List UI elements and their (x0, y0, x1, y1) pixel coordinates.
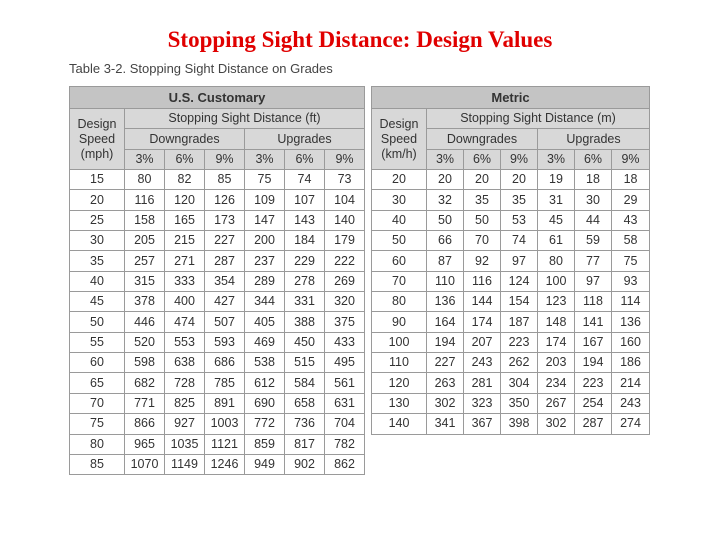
distance-cell: 1070 (125, 454, 165, 474)
distance-cell: 354 (205, 271, 245, 291)
table-row (372, 414, 650, 434)
downgrades-header: Downgrades (125, 129, 245, 149)
grade-header-cell: 3% (427, 149, 464, 169)
distance-cell: 495 (325, 353, 365, 373)
distance-cell: 73 (325, 170, 365, 190)
distance-cell: 287 (205, 251, 245, 271)
downgrades-header: Downgrades (427, 129, 538, 149)
speed-cell: 20 (70, 190, 125, 210)
distance-cell: 116 (464, 271, 501, 291)
grade-header-cell: 3% (125, 149, 165, 169)
distance-cell: 75 (245, 170, 285, 190)
distance-cell: 160 (612, 332, 650, 352)
table-row (70, 393, 365, 413)
distance-cell: 53 (501, 210, 538, 230)
grade-header-cell: 6% (165, 149, 205, 169)
distance-cell: 690 (245, 393, 285, 413)
distance-cell: 116 (125, 190, 165, 210)
distance-cell: 18 (575, 170, 612, 190)
distance-cell: 174 (464, 312, 501, 332)
speed-cell: 60 (372, 251, 427, 271)
distance-cell: 80 (538, 251, 575, 271)
distance-cell: 323 (464, 393, 501, 413)
speed-cell: 55 (70, 332, 125, 352)
table-row (372, 271, 650, 291)
distance-cell: 227 (205, 231, 245, 251)
distance-cell: 263 (427, 373, 464, 393)
table-row (70, 292, 365, 312)
speed-cell: 120 (372, 373, 427, 393)
distance-cell: 87 (427, 251, 464, 271)
ssd-header: Stopping Sight Distance (ft) (125, 109, 365, 129)
speed-cell: 45 (70, 292, 125, 312)
distance-cell: 205 (125, 231, 165, 251)
speed-cell: 35 (70, 251, 125, 271)
distance-cell: 148 (538, 312, 575, 332)
distance-cell: 136 (427, 292, 464, 312)
distance-cell: 141 (575, 312, 612, 332)
distance-cell: 140 (325, 210, 365, 230)
distance-cell: 433 (325, 332, 365, 352)
distance-cell: 237 (245, 251, 285, 271)
speed-cell: 60 (70, 353, 125, 373)
distance-cell: 315 (125, 271, 165, 291)
speed-cell: 50 (372, 231, 427, 251)
distance-cell: 59 (575, 231, 612, 251)
distance-cell: 333 (165, 271, 205, 291)
table-row (372, 251, 650, 271)
grade-header-cell: 3% (245, 149, 285, 169)
upgrades-header: Upgrades (245, 129, 365, 149)
distance-cell: 331 (285, 292, 325, 312)
distance-cell: 143 (285, 210, 325, 230)
distance-cell: 164 (427, 312, 464, 332)
distance-cell: 136 (612, 312, 650, 332)
distance-cell: 61 (538, 231, 575, 251)
distance-cell: 302 (538, 414, 575, 434)
distance-cell: 186 (612, 353, 650, 373)
table-row (70, 170, 365, 190)
grade-header-cell: 9% (612, 149, 650, 169)
distance-cell: 1035 (165, 434, 205, 454)
distance-cell: 82 (165, 170, 205, 190)
table-row (372, 292, 650, 312)
distance-cell: 785 (205, 373, 245, 393)
speed-cell: 70 (372, 271, 427, 291)
table-row (372, 190, 650, 210)
table-row (70, 271, 365, 291)
distance-cell: 165 (165, 210, 205, 230)
distance-cell: 772 (245, 414, 285, 434)
speed-cell: 30 (70, 231, 125, 251)
distance-cell: 19 (538, 170, 575, 190)
grade-header-cell: 6% (464, 149, 501, 169)
speed-cell: 65 (70, 373, 125, 393)
distance-cell: 450 (285, 332, 325, 352)
speed-cell: 90 (372, 312, 427, 332)
table-row (372, 393, 650, 413)
distance-cell: 124 (501, 271, 538, 291)
table-row (70, 454, 365, 474)
distance-cell: 367 (464, 414, 501, 434)
distance-cell: 20 (464, 170, 501, 190)
us-customary-header: U.S. Customary (70, 87, 365, 109)
speed-cell: 50 (70, 312, 125, 332)
distance-cell: 214 (612, 373, 650, 393)
speed-cell: 80 (372, 292, 427, 312)
design-speed-header: Design Speed (mph) (70, 109, 125, 170)
metric-data-rows (372, 170, 650, 434)
distance-cell: 782 (325, 434, 365, 454)
distance-cell: 207 (464, 332, 501, 352)
distance-cell: 598 (125, 353, 165, 373)
distance-cell: 902 (285, 454, 325, 474)
speed-cell: 20 (372, 170, 427, 190)
grade-header-cell: 3% (538, 149, 575, 169)
distance-cell: 100 (538, 271, 575, 291)
distance-cell: 350 (501, 393, 538, 413)
distance-cell: 126 (205, 190, 245, 210)
grade-header-cell: 6% (575, 149, 612, 169)
distance-cell: 427 (205, 292, 245, 312)
distance-cell: 35 (464, 190, 501, 210)
distance-cell: 927 (165, 414, 205, 434)
slide-title: Stopping Sight Distance: Design Values (167, 27, 553, 52)
distance-cell: 158 (125, 210, 165, 230)
speed-cell: 130 (372, 393, 427, 413)
distance-cell: 398 (501, 414, 538, 434)
speed-cell: 100 (372, 332, 427, 352)
distance-cell: 50 (427, 210, 464, 230)
distance-cell: 682 (125, 373, 165, 393)
distance-cell: 771 (125, 393, 165, 413)
distance-cell: 1246 (205, 454, 245, 474)
distance-cell: 66 (427, 231, 464, 251)
distance-cell: 97 (575, 271, 612, 291)
distance-cell: 686 (205, 353, 245, 373)
table-row (372, 332, 650, 352)
table-row (70, 332, 365, 352)
distance-cell: 965 (125, 434, 165, 454)
distance-cell: 50 (464, 210, 501, 230)
upgrades-header: Upgrades (538, 129, 650, 149)
distance-cell: 704 (325, 414, 365, 434)
distance-cell: 77 (575, 251, 612, 271)
distance-cell: 469 (245, 332, 285, 352)
distance-cell: 107 (285, 190, 325, 210)
speed-cell: 40 (70, 271, 125, 291)
distance-cell: 289 (245, 271, 285, 291)
distance-cell: 92 (464, 251, 501, 271)
distance-cell: 507 (205, 312, 245, 332)
distance-cell: 203 (538, 353, 575, 373)
distance-cell: 375 (325, 312, 365, 332)
distance-cell: 891 (205, 393, 245, 413)
distance-cell: 862 (325, 454, 365, 474)
distance-cell: 215 (165, 231, 205, 251)
table-row (70, 312, 365, 332)
distance-cell: 173 (205, 210, 245, 230)
distance-cell: 446 (125, 312, 165, 332)
distance-cell: 45 (538, 210, 575, 230)
distance-cell: 97 (501, 251, 538, 271)
distance-cell: 20 (427, 170, 464, 190)
speed-cell: 30 (372, 190, 427, 210)
table-row (70, 190, 365, 210)
distance-cell: 254 (575, 393, 612, 413)
distance-cell: 74 (501, 231, 538, 251)
grade-header-cell: 9% (325, 149, 365, 169)
distance-cell: 147 (245, 210, 285, 230)
distance-cell: 200 (245, 231, 285, 251)
distance-cell: 612 (245, 373, 285, 393)
table-row (70, 353, 365, 373)
table-row (372, 373, 650, 393)
distance-cell: 44 (575, 210, 612, 230)
distance-cell: 658 (285, 393, 325, 413)
distance-cell: 400 (165, 292, 205, 312)
distance-cell: 302 (427, 393, 464, 413)
distance-cell: 271 (165, 251, 205, 271)
distance-cell: 287 (575, 414, 612, 434)
distance-cell: 859 (245, 434, 285, 454)
distance-cell: 728 (165, 373, 205, 393)
table-row (70, 434, 365, 454)
distance-cell: 515 (285, 353, 325, 373)
design-speed-header: Design Speed (km/h) (372, 109, 427, 170)
distance-cell: 1149 (165, 454, 205, 474)
distance-cell: 18 (612, 170, 650, 190)
distance-cell: 631 (325, 393, 365, 413)
distance-cell: 520 (125, 332, 165, 352)
distance-cell: 35 (501, 190, 538, 210)
distance-cell: 341 (427, 414, 464, 434)
table-row (70, 373, 365, 393)
distance-cell: 31 (538, 190, 575, 210)
table-row (70, 251, 365, 271)
distance-cell: 269 (325, 271, 365, 291)
table-row (372, 231, 650, 251)
distance-cell: 243 (612, 393, 650, 413)
grade-header-cell: 9% (501, 149, 538, 169)
distance-cell: 949 (245, 454, 285, 474)
distance-cell: 20 (501, 170, 538, 190)
speed-cell: 70 (70, 393, 125, 413)
distance-cell: 154 (501, 292, 538, 312)
distance-cell: 234 (538, 373, 575, 393)
distance-cell: 70 (464, 231, 501, 251)
distance-cell: 344 (245, 292, 285, 312)
distance-cell: 278 (285, 271, 325, 291)
table-row (372, 353, 650, 373)
grade-header-cell: 9% (205, 149, 245, 169)
speed-cell: 75 (70, 414, 125, 434)
distance-cell: 110 (427, 271, 464, 291)
distance-cell: 194 (427, 332, 464, 352)
metric-header: Metric (372, 87, 650, 109)
distance-cell: 104 (325, 190, 365, 210)
distance-cell: 32 (427, 190, 464, 210)
distance-cell: 561 (325, 373, 365, 393)
distance-cell: 123 (538, 292, 575, 312)
distance-cell: 74 (285, 170, 325, 190)
ssd-header: Stopping Sight Distance (m) (427, 109, 650, 129)
table-row (70, 210, 365, 230)
metric-table (371, 86, 650, 435)
distance-cell: 174 (538, 332, 575, 352)
distance-cell: 167 (575, 332, 612, 352)
table-row (372, 210, 650, 230)
distance-cell: 304 (501, 373, 538, 393)
distance-cell: 144 (464, 292, 501, 312)
speed-cell: 25 (70, 210, 125, 230)
distance-cell: 194 (575, 353, 612, 373)
distance-cell: 58 (612, 231, 650, 251)
us-data-rows (70, 170, 365, 475)
distance-cell: 187 (501, 312, 538, 332)
distance-cell: 817 (285, 434, 325, 454)
distance-cell: 109 (245, 190, 285, 210)
table-row (372, 312, 650, 332)
speed-cell: 15 (70, 170, 125, 190)
distance-cell: 378 (125, 292, 165, 312)
distance-cell: 474 (165, 312, 205, 332)
grade-header-cell: 6% (285, 149, 325, 169)
distance-cell: 553 (165, 332, 205, 352)
table-row (372, 170, 650, 190)
distance-cell: 223 (575, 373, 612, 393)
speed-cell: 140 (372, 414, 427, 434)
table-row (70, 231, 365, 251)
distance-cell: 584 (285, 373, 325, 393)
distance-cell: 29 (612, 190, 650, 210)
distance-cell: 184 (285, 231, 325, 251)
distance-cell: 80 (125, 170, 165, 190)
distance-cell: 223 (501, 332, 538, 352)
distance-cell: 736 (285, 414, 325, 434)
distance-cell: 85 (205, 170, 245, 190)
speed-cell: 80 (70, 434, 125, 454)
distance-cell: 1121 (205, 434, 245, 454)
distance-cell: 179 (325, 231, 365, 251)
distance-cell: 229 (285, 251, 325, 271)
distance-cell: 262 (501, 353, 538, 373)
distance-cell: 114 (612, 292, 650, 312)
distance-cell: 120 (165, 190, 205, 210)
distance-cell: 118 (575, 292, 612, 312)
distance-cell: 825 (165, 393, 205, 413)
distance-cell: 281 (464, 373, 501, 393)
distance-cell: 257 (125, 251, 165, 271)
speed-cell: 85 (70, 454, 125, 474)
distance-cell: 93 (612, 271, 650, 291)
distance-cell: 388 (285, 312, 325, 332)
distance-cell: 222 (325, 251, 365, 271)
distance-cell: 593 (205, 332, 245, 352)
distance-cell: 243 (464, 353, 501, 373)
speed-cell: 40 (372, 210, 427, 230)
distance-cell: 405 (245, 312, 285, 332)
distance-cell: 30 (575, 190, 612, 210)
table-row (70, 414, 365, 434)
table-caption: Table 3-2. Stopping Sight Distance on Grades (69, 61, 333, 76)
distance-cell: 638 (165, 353, 205, 373)
distance-cell: 1003 (205, 414, 245, 434)
speed-cell: 110 (372, 353, 427, 373)
distance-cell: 75 (612, 251, 650, 271)
distance-cell: 227 (427, 353, 464, 373)
distance-cell: 320 (325, 292, 365, 312)
distance-cell: 538 (245, 353, 285, 373)
distance-cell: 267 (538, 393, 575, 413)
us-customary-table (69, 86, 365, 475)
distance-cell: 43 (612, 210, 650, 230)
distance-cell: 866 (125, 414, 165, 434)
distance-cell: 274 (612, 414, 650, 434)
